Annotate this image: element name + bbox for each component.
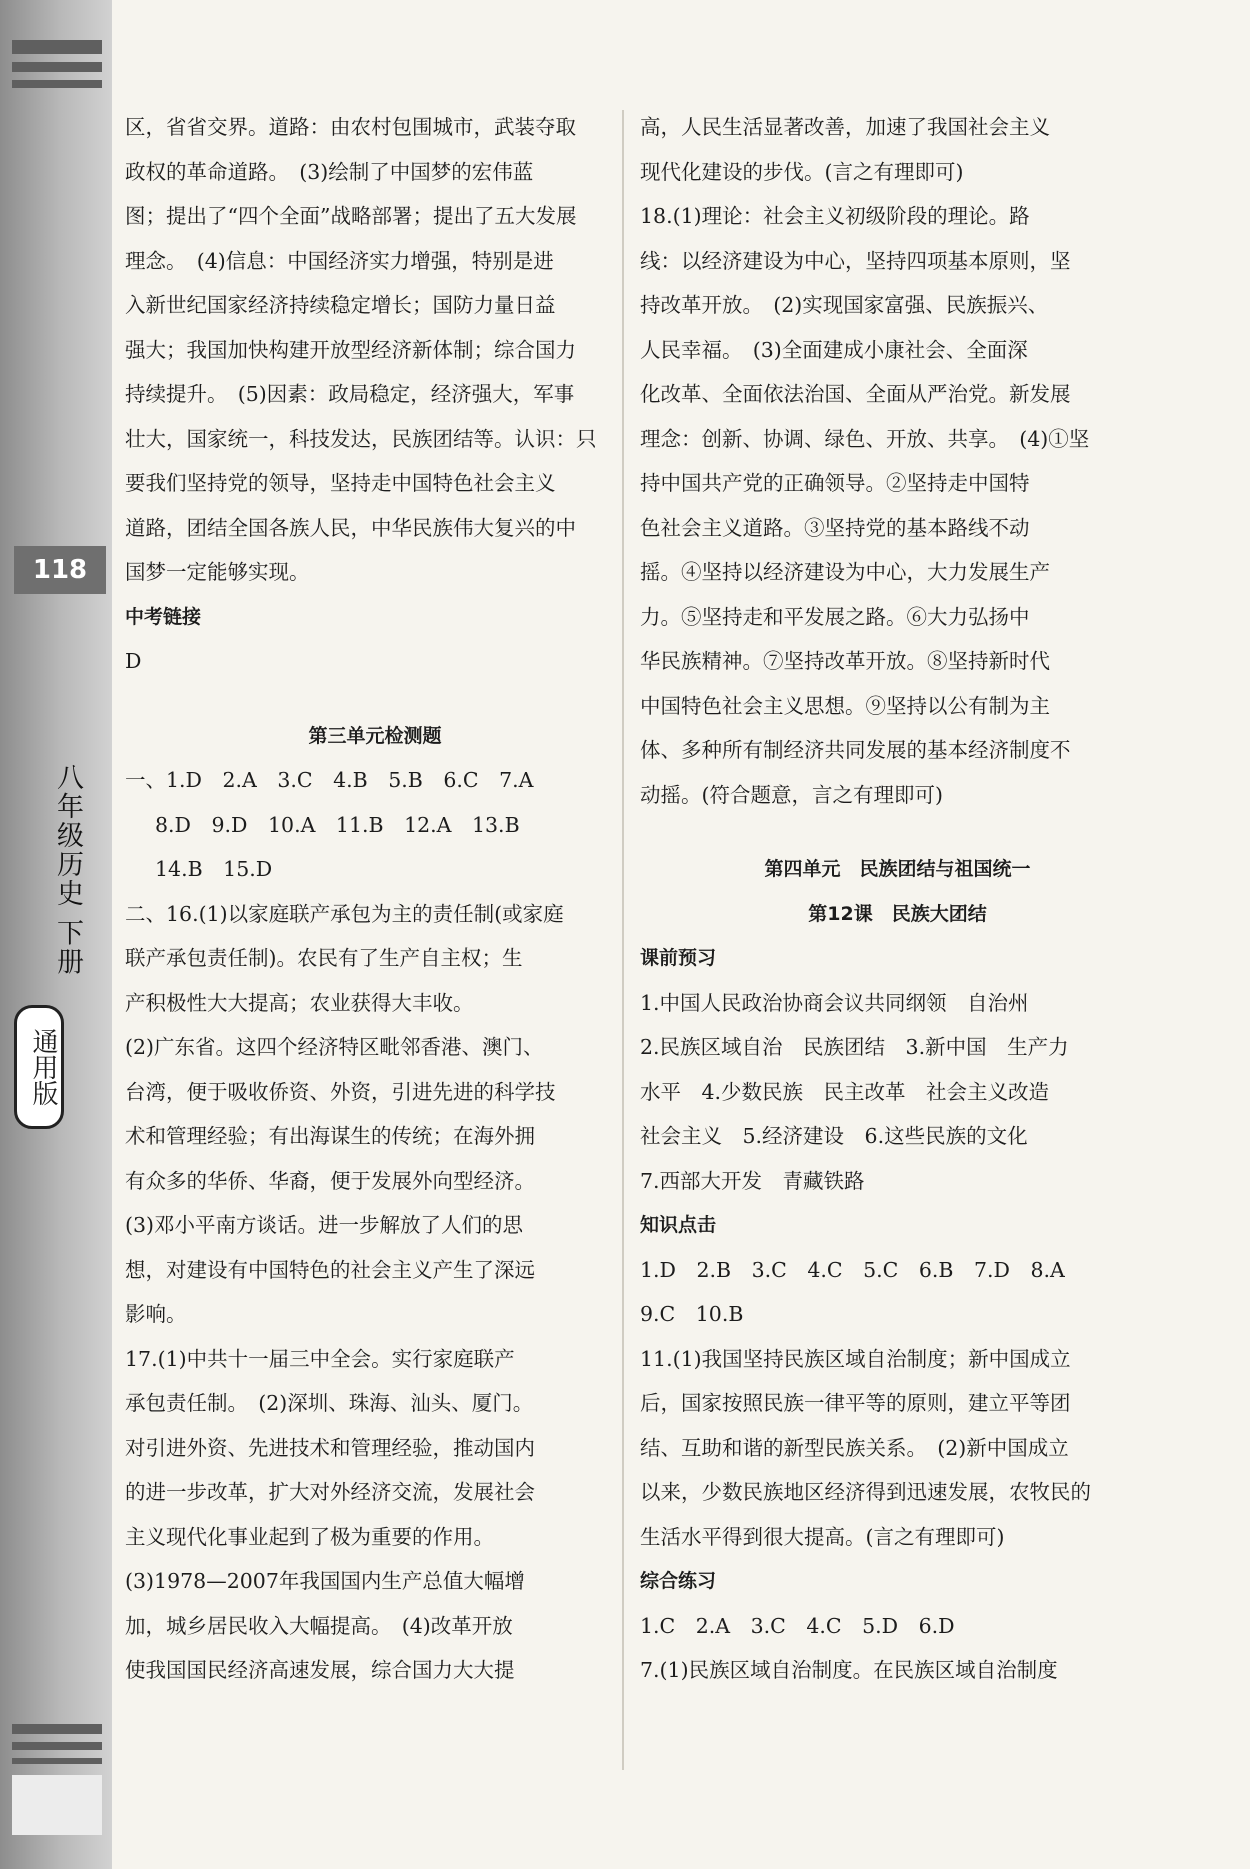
- text-line: (3)邓小平南方谈话。进一步解放了人们的思: [125, 1213, 524, 1237]
- text-line: 使我国国民经济高速发展，综合国力大大提: [125, 1658, 515, 1682]
- text-line: 术和管理经验；有出海谋生的传统；在海外拥: [125, 1124, 535, 1148]
- unit-title: 第四单元 民族团结与祖国统一: [764, 858, 1031, 880]
- page-number: 118: [14, 546, 106, 594]
- text-line: 动摇。(符合题意，言之有理即可): [640, 782, 943, 807]
- text-line: 华民族精神。⑦坚持改革开放。⑧坚持新时代: [640, 649, 1050, 673]
- text-line: 2.民族区域自治 民族团结 3.新中国 生产力: [640, 1035, 1069, 1059]
- text-line: 生活水平得到很大提高。(言之有理即可): [640, 1524, 1005, 1549]
- text-line: 力。⑤坚持走和平发展之路。⑥大力弘扬中: [640, 604, 1030, 629]
- text-line: 理念：创新、协调、绿色、开放、共享。 (4)①坚: [640, 426, 1090, 451]
- text-line: 入新世纪国家经济持续稳定增长；国防力量日益: [125, 293, 556, 317]
- text-line: (3)1978—2007年我国国内生产总值大幅增: [125, 1569, 525, 1593]
- answer-line: D: [125, 649, 142, 673]
- spacer: [125, 684, 625, 714]
- text-line: 持改革开放。 (2)实现国家富强、民族振兴、: [640, 293, 1049, 317]
- left-column: [125, 105, 625, 1693]
- text-line: 对引进外资、先进技术和管理经验，推动国内: [125, 1435, 535, 1460]
- text-line: 持中国共产党的正确领导。②坚持走中国特: [640, 471, 1030, 495]
- text-line: 结、互助和谐的新型民族关系。 (2)新中国成立: [640, 1435, 1069, 1460]
- section-heading: 综合练习: [640, 1570, 717, 1592]
- sidebar-stripe: [12, 80, 102, 88]
- sidebar-stripe: [12, 1775, 102, 1835]
- text-line: 区，省省交界。道路：由农村包围城市，武装夺取: [125, 115, 576, 139]
- text-line: 主义现代化事业起到了极为重要的作用。: [125, 1524, 494, 1549]
- text-line: 社会主义 5.经济建设 6.这些民族的文化: [640, 1124, 1028, 1148]
- sidebar-stripe: [12, 1758, 102, 1764]
- sidebar-stripe: [12, 62, 102, 72]
- text-line: 8.D 9.D 10.A 11.B 12.A 13.B: [155, 812, 520, 837]
- text-line: 高，人民生活显著改善，加速了我国社会主义: [640, 115, 1050, 139]
- text-line: 现代化建设的步伐。(言之有理即可): [640, 159, 964, 184]
- text-line: 台湾，便于吸收侨资、外资，引进先进的科学技: [125, 1079, 556, 1104]
- text-line: (2)广东省。这四个经济特区毗邻香港、澳门、: [125, 1035, 544, 1059]
- text-line: 加，城乡居民收入大幅提高。 (4)改革开放: [125, 1613, 513, 1638]
- text-line: 线：以经济建设为中心，坚持四项基本原则，坚: [640, 248, 1071, 273]
- text-line: 摇。④坚持以经济建设为中心，大力发展生产: [640, 560, 1050, 584]
- text-line: 水平 4.少数民族 民主改革 社会主义改造: [640, 1079, 1050, 1104]
- text-line: 国梦一定能够实现。: [125, 560, 310, 584]
- text-line: 强大；我国加快构建开放型经济新体制；综合国力: [125, 337, 576, 362]
- text-line: 二、16.(1)以家庭联产承包为主的责任制(或家庭: [125, 901, 564, 926]
- text-line: 14.B 15.D: [155, 857, 273, 881]
- text-line: 1.C 2.A 3.C 4.C 5.D 6.D: [640, 1613, 955, 1638]
- text-line: 以来，少数民族地区经济得到迅速发展，农牧民的: [640, 1480, 1091, 1504]
- text-line: 承包责任制。 (2)深圳、珠海、汕头、厦门。: [125, 1391, 534, 1415]
- text-line: 图；提出了“四个全面”战略部署；提出了五大发展: [125, 204, 577, 228]
- page-sidebar: [0, 0, 112, 1869]
- text-line: 9.C 10.B: [640, 1302, 744, 1326]
- text-line: 有众多的华侨、华裔，便于发展外向型经济。: [125, 1168, 535, 1193]
- text-line: 1.D 2.B 3.C 4.C 5.C 6.B 7.D 8.A: [640, 1257, 1065, 1282]
- text-line: 7.(1)民族区域自治制度。在民族区域自治制度: [640, 1658, 1058, 1682]
- text-line: 联产承包责任制)。农民有了生产自主权；生: [125, 946, 523, 970]
- text-line: 化改革、全面依法治国、全面从严治党。新发展: [640, 382, 1071, 406]
- text-line: 壮大，国家统一，科技发达，民族团结等。认识：只: [125, 426, 597, 451]
- text-line: 的进一步改革，扩大对外经济交流，发展社会: [125, 1480, 535, 1504]
- section-heading: 课前预习: [640, 947, 717, 969]
- text-line: 要我们坚持党的领导，坚持走中国特色社会主义: [125, 471, 556, 495]
- text-line: 7.西部大开发 青藏铁路: [640, 1168, 865, 1193]
- section-heading: 中考链接: [125, 605, 202, 628]
- sidebar-stripe: [12, 40, 102, 54]
- text-line: 体、多种所有制经济共同发展的基本经济制度不: [640, 738, 1071, 762]
- text-line: 1.中国人民政治协商会议共同纲领 自治州: [640, 990, 1029, 1015]
- sidebar-stripe: [12, 1742, 102, 1750]
- text-line: 人民幸福。 (3)全面建成小康社会、全面深: [640, 337, 1028, 362]
- edition-badge: 通用版: [14, 1005, 64, 1129]
- text-line: 理念。 (4)信息：中国经济实力增强，特别是进: [125, 248, 554, 273]
- text-line: 产积极性大大提高；农业获得大丰收。: [125, 990, 474, 1015]
- text-line: 影响。: [125, 1302, 187, 1326]
- text-line: 18.(1)理论：社会主义初级阶段的理论。路: [640, 204, 1030, 228]
- text-line: 色社会主义道路。③坚持党的基本路线不动: [640, 515, 1030, 540]
- sidebar-stripe: [12, 1724, 102, 1734]
- text-line: 后，国家按照民族一律平等的原则，建立平等团: [640, 1391, 1071, 1415]
- text-line: 11.(1)我国坚持民族区域自治制度；新中国成立: [640, 1346, 1071, 1371]
- subject-label: 八年级历史 下册: [52, 763, 83, 977]
- text-line: 道路，团结全国各族人民，中华民族伟大复兴的中: [125, 515, 576, 540]
- text-line: 一、1.D 2.A 3.C 4.B 5.B 6.C 7.A: [125, 768, 534, 792]
- lesson-title: 第12课 民族大团结: [808, 902, 987, 925]
- text-line: 想，对建设有中国特色的社会主义产生了深远: [125, 1257, 535, 1282]
- section-heading: 知识点击: [640, 1214, 717, 1236]
- section-title: 第三单元检测题: [308, 724, 442, 747]
- spacer: [640, 817, 1155, 847]
- text-line: 持续提升。 (5)因素：政局稳定，经济强大，军事: [125, 382, 575, 406]
- text-line: 17.(1)中共十一届三中全会。实行家庭联产: [125, 1346, 515, 1371]
- text-line: 中国特色社会主义思想。⑨坚持以公有制为主: [640, 693, 1050, 718]
- text-line: 政权的革命道路。 (3)绘制了中国梦的宏伟蓝: [125, 159, 534, 184]
- right-column: [640, 105, 1155, 1693]
